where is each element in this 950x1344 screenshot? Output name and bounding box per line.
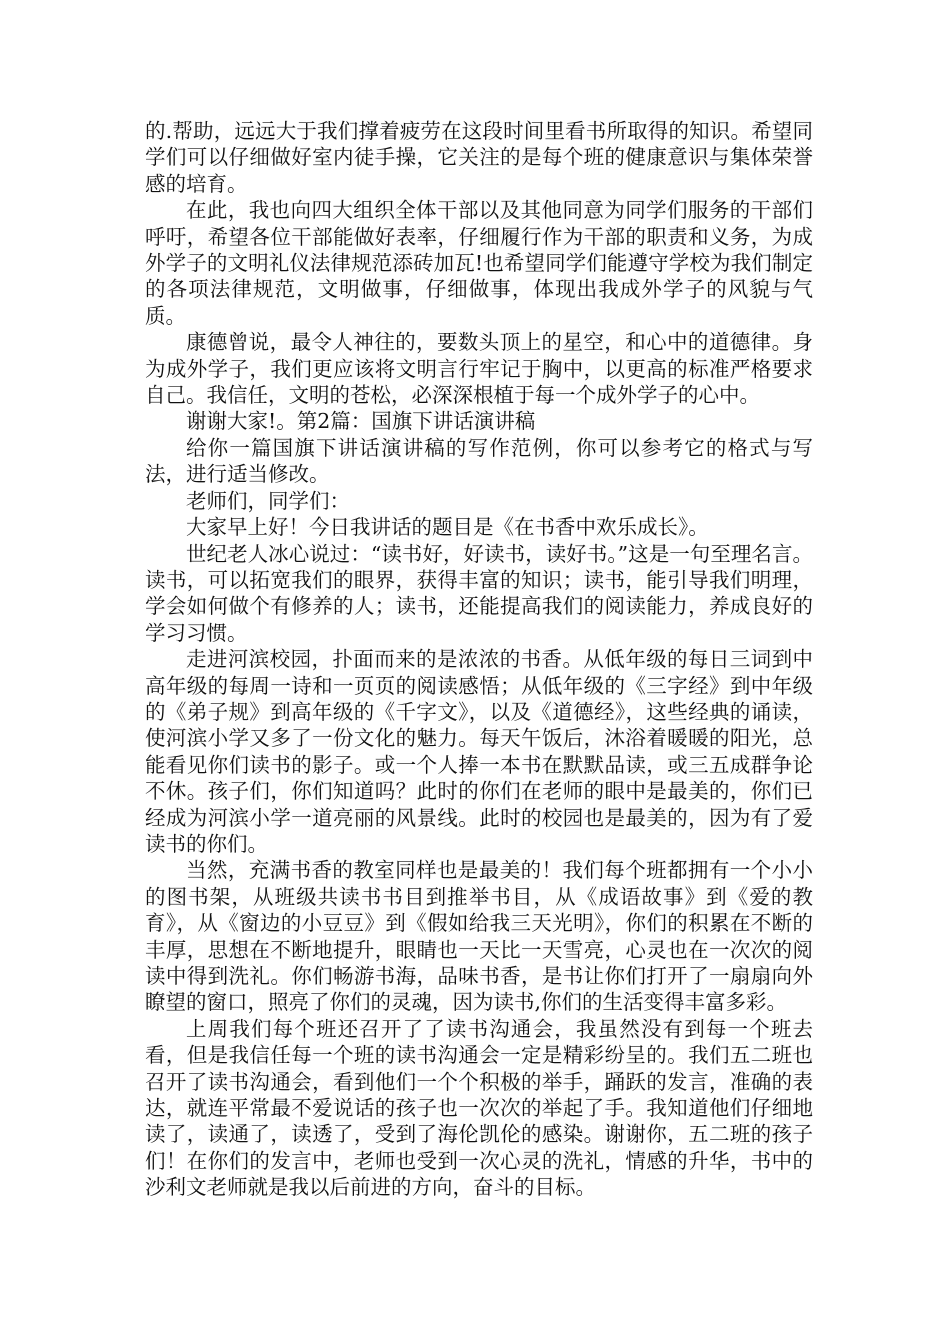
- paragraph: 在此，我也向四大组织全体干部以及其他同意为同学们服务的干部们呼吁，希望各位干部能做好表率，仔细履行作为干部的职责和义务，为成外学子的文明礼仪法律规范添砖加瓦!也希望同学们能遵守学校为我们制定的各项法律规范，文明做事，仔细做事，体现出我成外学子的风貌与气质。: [145, 198, 813, 328]
- paragraph: 世纪老人冰心说过：“读书好，好读书，读好书。”这是一句至理名言。读书，可以拓宽我们的眼界，获得丰富的知识；读书，能引导我们明理，学会如何做个有修养的人；读书，还能提高我们的阅读能力，养成良好的学习习惯。: [145, 541, 813, 645]
- paragraph: 走进河滨校园，扑面而来的是浓浓的书香。从低年级的每日三词到中高年级的每周一诗和一页页的阅读感悟；从低年级的《三字经》到中年级的《弟子规》到高年级的《千字文》，以及《道德经》，这些经典的诵读，使河滨小学又多了一份文化的魅力。每天午饭后，沐浴着暖暖的阳光，总能看见你们读书的影子。或一个人捧一本书在默默品读，或三五成群争论不休。孩子们，你们知道吗？此时的你们在老师的眼中是最美的，你们已经成为河滨小学一道亮丽的风景线。此时的校园也是最美的，因为有了爱读书的你们。: [145, 647, 813, 856]
- paragraph: 给你一篇国旗下讲话演讲稿的写作范例，你可以参考它的格式与写法，进行适当修改。: [145, 435, 813, 487]
- paragraph: 上周我们每个班还召开了了读书沟通会，我虽然没有到每一个班去看，但是我信任每一个班的读书沟通会一定是精彩纷呈的。我们五二班也召开了读书沟通会，看到他们一个个积极的举手，踊跃的发言，准确的表达，就连平常最不爱说话的孩子也一次次的举起了手。我知道他们仔细地读了，读通了，读透了，受到了海伦凯伦的感染。谢谢你，五二班的孩子们！在你们的发言中，老师也受到一次心灵的洗礼，情感的升华，书中的沙利文老师就是我以后前进的方向，奋斗的目标。: [145, 1016, 813, 1200]
- paragraph: 谢谢大家!。第2篇：国旗下讲话演讲稿: [186, 409, 536, 434]
- paragraph: 老师们，同学们：: [186, 488, 350, 513]
- paragraph: 大家早上好！今日我讲话的题目是《在书香中欢乐成长》。: [186, 515, 709, 540]
- paragraph: 当然，充满书香的教室同样也是最美的！我们每个班都拥有一个小小的图书架，从班级共读书书目到推举书目，从《成语故事》到《爱的教育》，从《窗边的小豆豆》到《假如给我三天光明》，你们的积累在不断的丰厚，思想在不断地提升，眼睛也一天比一天雪亮，心灵也在一次次的阅读中得到洗礼。你们畅游书海，品味书香，是书让你们打开了一扇扇向外瞭望的窗口，照亮了你们的灵魂，因为读书,你们的生活变得丰富多彩。: [145, 858, 813, 1015]
- document-body: [145, 118, 813, 1201]
- paragraph: 的.帮助，远远大于我们撑着疲劳在这段时间里看书所取得的知识。希望同学们可以仔细做好室内徒手操，它关注的是每个班的健康意识与集体荣誉感的培育。: [145, 119, 813, 196]
- paragraph: 康德曾说，最令人神往的，要数头顶上的星空，和心中的道德律。身为成外学子，我们更应该将文明言行牢记于胸中，以更高的标准严格要求自己。我信任，文明的苍松，必深深根植于每一个成外学子的心中。: [145, 330, 813, 408]
